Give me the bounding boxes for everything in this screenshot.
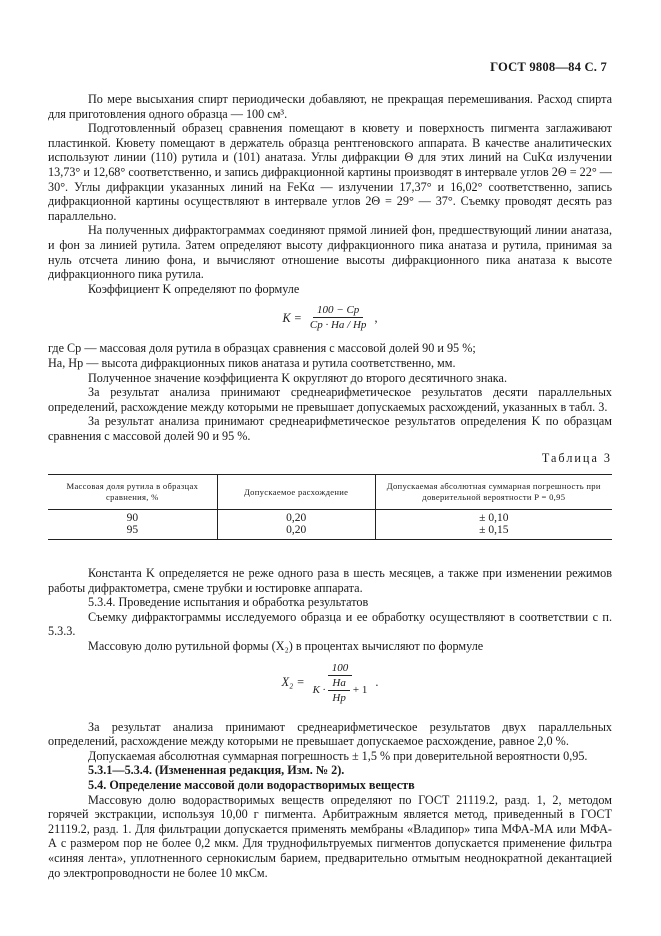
- formula-k-tail: ,: [374, 310, 378, 325]
- page-content: [48, 92, 612, 880]
- paragraph-diffractogram: На полученных дифрактограммах соединяют прямой линией фон, предшествующий линии анатаза, и фон за линией рутила. Затем определяют высоту дифракционного пика анатаза и рутила, принимая за нуль отсчета линию фона, и вычисляют отношение высоты дифракционного пика анатаза к высоте дифракционного пика рутила.: [48, 223, 612, 282]
- table-row: [48, 525, 612, 540]
- table-cell: 0,20: [217, 510, 375, 525]
- table-header-discrepancy: Допускаемое расхождение: [217, 475, 375, 510]
- formula-x2-inner-fraction: [328, 677, 349, 704]
- paragraph-rounding: Полученное значение коэффициента K округляют до второго десятичного знака.: [88, 370, 507, 385]
- table-caption: Таблица 3: [541, 451, 612, 466]
- formula-x2-fraction: [309, 662, 372, 704]
- paragraph-result-ten: За результат анализа принимают среднеарифметическое результатов десяти параллельных определений, расхождение между которыми не превышает допускаемых расхождений, указанных в табл. 3.: [48, 385, 612, 414]
- formula-k-denominator: Cр · Hа / Hр: [309, 319, 367, 332]
- section-heading-5-4: 5.4. Определение массовой доли водорастворимых веществ: [88, 778, 415, 792]
- table-cell: ± 0,10: [375, 510, 612, 525]
- paragraph-where-cr: где Cр — массовая доля рутила в образцах сравнения с массовой долей 90 и 95 %;: [48, 341, 476, 356]
- table-cell: 90: [126, 512, 139, 525]
- paragraph-amendment: 5.3.1—5.3.4. (Измененная редакция, Изм. № 2).: [88, 763, 345, 778]
- paragraph-result-k: За результат анализа принимают среднеарифметическое результатов определения K по образцам сравнения с массовой долей 90 и 95 %.: [48, 414, 612, 443]
- paragraph-water-soluble: Массовую долю водорастворимых веществ определяют по ГОСТ 21119.2, разд. 1, 2, методом горячей экстракции, используя 10,00 г пигмента. Арбитражным является метод, приведенный в ГОСТ 21119.2, разд. 1. Для фильтрации допускается применять мембраны «Владипор» типа МФА-МА или МФА-А с размером пор не более 0,2 мкм. Для труднофильтруемых пигментов допускается применение фильтра «синяя лента», уплотненного сернокислым барием, предварительно отмытым неоднократной декантацией до электропроводности не более 10 мкСм.: [48, 792, 612, 880]
- table-3: [48, 474, 612, 540]
- paragraph-error: Допускаемая абсолютная суммарная погрешность ± 1,5 % при доверительной вероятности 0,95.: [88, 748, 588, 763]
- formula-x2-den-suffix: + 1: [352, 684, 368, 697]
- formula-x2-lhs: X₂ =: [281, 675, 305, 690]
- table-cell: 95: [48, 525, 217, 540]
- table-header-error: Допускаемая абсолютная суммарная погрешность при доверительной вероятности P = 0,95: [375, 475, 612, 510]
- table-header-rutile: Массовая доля рутила в образцах сравнения, %: [48, 475, 217, 510]
- paragraph-where-h: Hа, Hр — высота дифракционных пиков анатаза и рутила соответственно, мм.: [48, 355, 456, 370]
- paragraph-alcohol: По мере высыхания спирт периодически добавляют, не прекращая перемешивания. Расход спирта для приготовления одного образца — 100 см³.: [48, 92, 612, 121]
- table-row: [48, 510, 612, 525]
- formula-k-numerator: 100 − Cр: [313, 304, 363, 318]
- table-cell: ± 0,15: [375, 525, 612, 540]
- formula-x2-inner-num: Hа: [328, 677, 349, 691]
- paragraph-x2-intro: Массовую долю рутильной формы (X₂) в процентах вычисляют по формуле: [88, 639, 484, 654]
- formula-k: [48, 304, 612, 331]
- page-header: ГОСТ 9808—84 С. 7: [490, 60, 607, 74]
- section-heading-5-3-4: 5.3.4. Проведение испытания и обработка результатов: [88, 595, 369, 610]
- paragraph-result-two: За результат анализа принимают среднеарифметическое результатов двух параллельных определений, расхождение между которыми не превышает допускаемое расхождение, равное 2,0 %.: [48, 719, 612, 749]
- table-cell: 0,20: [217, 525, 375, 540]
- formula-x2-denominator: [309, 676, 372, 704]
- formula-x2-tail: .: [375, 675, 379, 690]
- paragraph-coefficient-intro: Коэффициент K определяют по формуле: [88, 281, 300, 296]
- paragraph-survey: Съемку дифрактограммы исследуемого образца и ее обработку осуществляют в соответствии с п. 5.3.3.: [48, 609, 612, 639]
- formula-k-lhs: K =: [282, 310, 302, 325]
- formula-k-fraction: [306, 304, 371, 331]
- formula-x2: [48, 662, 612, 704]
- formula-x2-numerator: 100: [328, 662, 353, 676]
- paragraph-sample-prep: Подготовленный образец сравнения помещают в кювету и поверхность пигмента заглаживают пластинкой. Кювету помещают в держатель образца рентгеновского аппарата. В качестве аналитических используют линии (110) рутила и (101) анатаза. Углы дифракции Θ для этих линий на CuKα излучении 13,73° и 12,68° соответственно, и запись дифракционной картины производят в интервале углов 2Θ = 22° — 30°. Углы дифракции указанных линий на FeKα — излучении 17,37° и 16,02° соответственно, запись дифракционной картины осуществляют в интервале углов 2Θ = 29° — 37°. Съемку проводят десять раз параллельно.: [48, 121, 612, 223]
- formula-x2-den-prefix: K ·: [312, 684, 326, 697]
- paragraph-constant: Константа K определяется не реже одного раза в шесть месяцев, а также при изменении режимов работы дифрактометра, смене трубки и юстировке аппарата.: [48, 566, 612, 595]
- formula-x2-inner-den: Hр: [332, 691, 346, 704]
